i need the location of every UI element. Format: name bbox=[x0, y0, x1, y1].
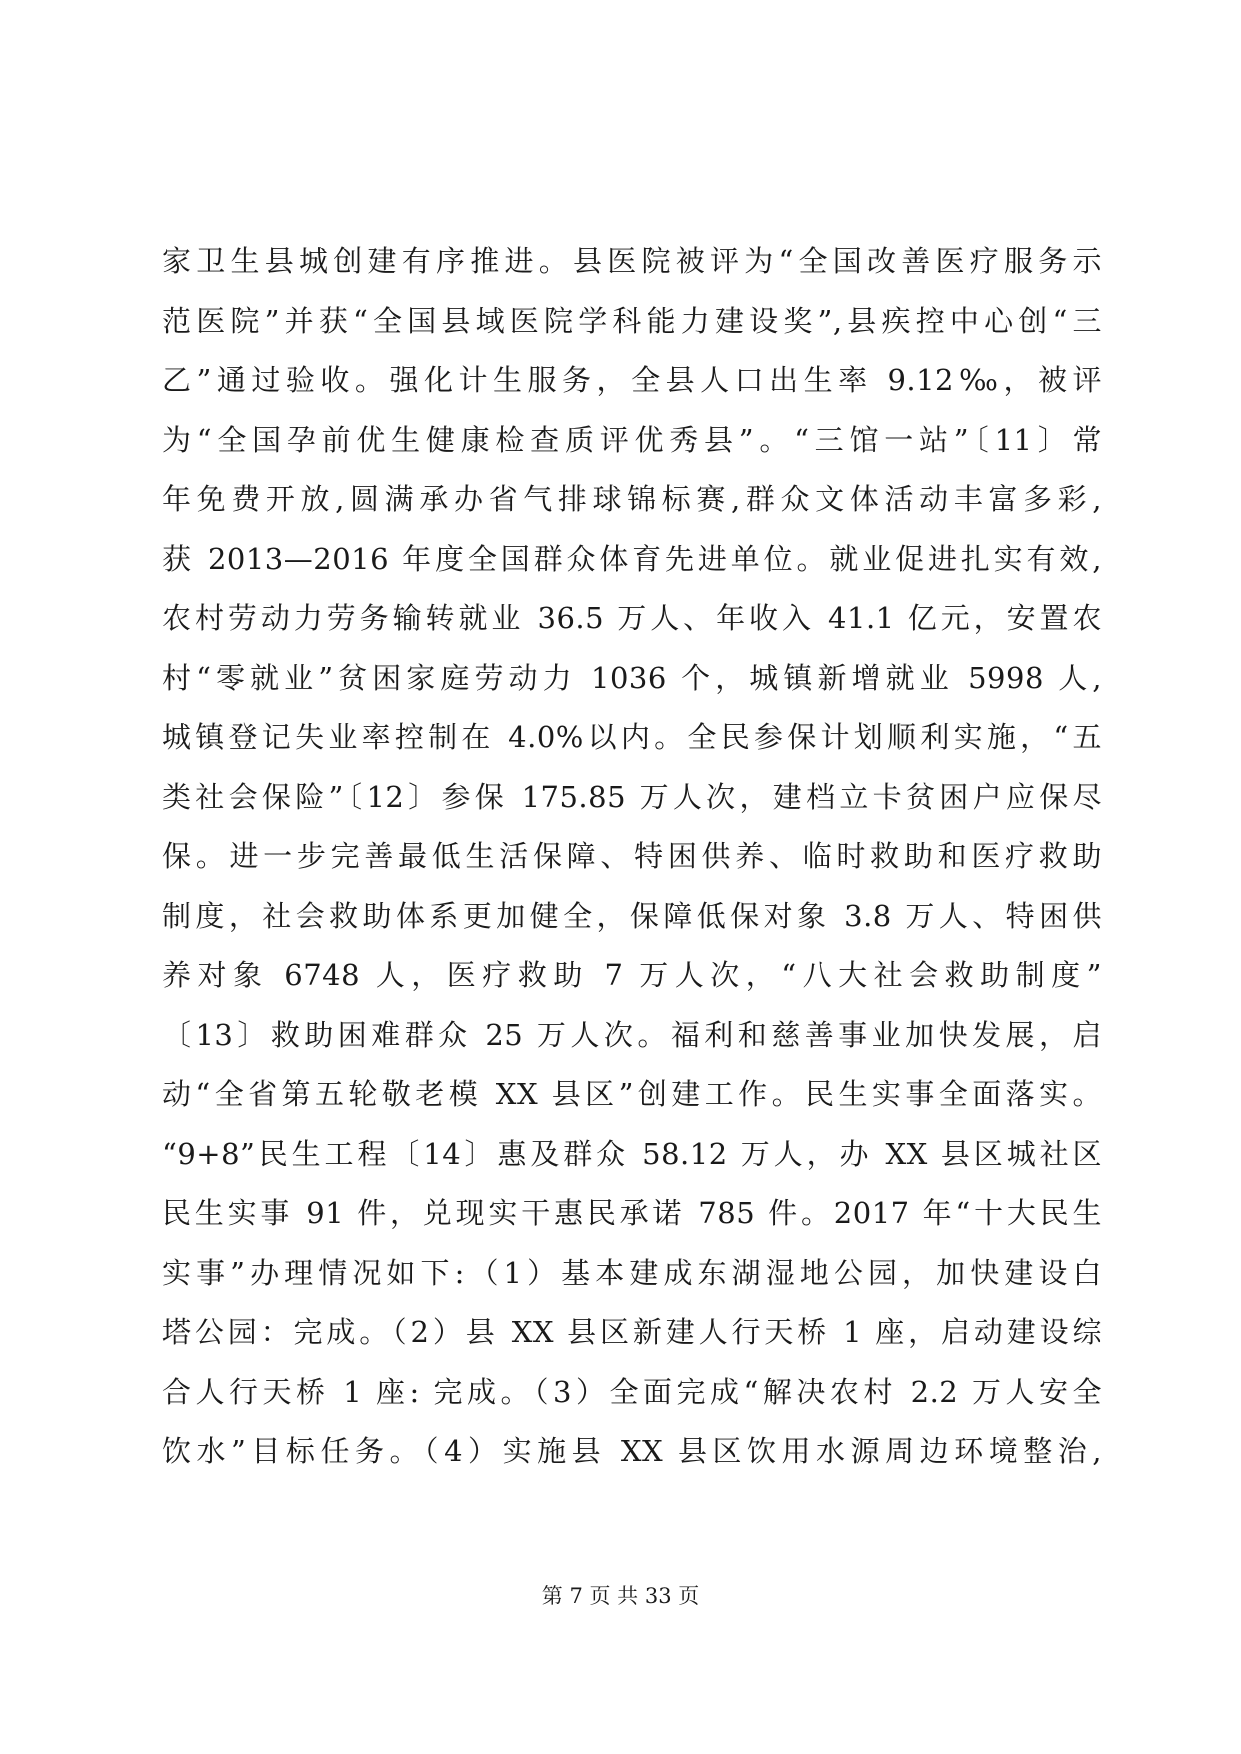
page-number: 第 7 页 共 33 页 bbox=[541, 1584, 700, 1608]
text-line: 合人行天桥 1 座: 完成。（3）全面完成“解决农村 2.2 万人安全 bbox=[162, 1374, 1102, 1409]
text-line: 类社会保险”〔12〕参保 175.85 万人次，建档立卡贫困户应保尽 bbox=[162, 779, 1102, 814]
text-line: 范医院”并获“全国县域医院学科能力建设奖”,县疾控中心创“三 bbox=[162, 303, 1102, 338]
text-line: 实事”办理情况如下:（1）基本建成东湖湿地公园，加快建设白 bbox=[162, 1255, 1102, 1290]
text-line: 保。进一步完善最低生活保障、特困供养、临时救助和医疗救助 bbox=[162, 839, 1102, 873]
text-line: “9+8”民生工程〔14〕惠及群众 58.12 万人，办 XX 县区城社区 bbox=[162, 1136, 1102, 1171]
text-line: 村“零就业”贫困家庭劳动力 1036 个，城镇新增就业 5998 人, bbox=[162, 660, 1102, 695]
text-line: 年免费开放,圆满承办省气排球锦标赛,群众文体活动丰富多彩, bbox=[162, 482, 1102, 516]
text-line: 家卫生县城创建有序推进。县医院被评为“全国改善医疗服务示 bbox=[162, 244, 1102, 278]
text-line: 动“全省第五轮敬老模 XX 县区”创建工作。民生实事全面落实。 bbox=[162, 1077, 1102, 1111]
page-footer bbox=[0, 1580, 1241, 1610]
text-line: 〔13〕救助困难群众 25 万人次。福利和慈善事业加快发展，启 bbox=[162, 1017, 1102, 1052]
text-line: 民生实事 91 件，兑现实干惠民承诺 785 件。2017 年“十大民生 bbox=[162, 1196, 1102, 1230]
text-line: 塔公园：完成。（2）县 XX 县区新建人行天桥 1 座，启动建设综 bbox=[162, 1315, 1102, 1349]
text-line: 获 2013—2016 年度全国群众体育先进单位。就业促进扎实有效, bbox=[162, 541, 1102, 576]
text-line: 制度，社会救助体系更加健全，保障低保对象 3.8 万人、特困供 bbox=[162, 898, 1102, 933]
body-text bbox=[162, 232, 1102, 1482]
text-line: 城镇登记失业率控制在 4.0%以内。全民参保计划顺利实施，“五 bbox=[162, 720, 1102, 754]
text-line: 饮水”目标任务。（4）实施县 XX 县区饮用水源周边环境整治, bbox=[162, 1434, 1102, 1468]
text-line: 乙”通过验收。强化计生服务，全县人口出生率 9.12‰，被评 bbox=[162, 363, 1102, 397]
text-line: 农村劳动力劳务输转就业 36.5 万人、年收入 41.1 亿元，安置农 bbox=[162, 601, 1102, 635]
text-line: 为“全国孕前优生健康检查质评优秀县”。“三馆一站”〔11〕常 bbox=[162, 422, 1102, 457]
text-line: 养对象 6748 人，医疗救助 7 万人次，“八大社会救助制度” bbox=[162, 958, 1102, 992]
